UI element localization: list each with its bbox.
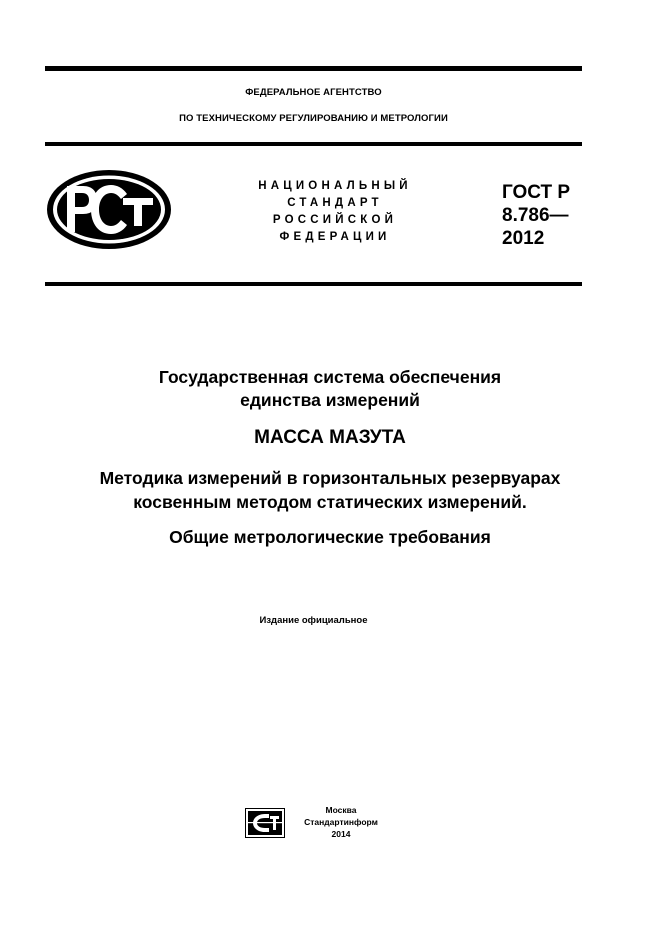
designation-line-2: 8.786— <box>502 205 569 226</box>
main-title <box>45 426 615 450</box>
bottom-rule <box>45 282 582 286</box>
general-title <box>45 525 615 549</box>
agency-line-2: ПО ТЕХНИЧЕСКОМУ РЕГУЛИРОВАНИЮ И МЕТРОЛОГИИ <box>179 113 448 124</box>
method-title-line-2: косвенным методом статических измерений. <box>133 492 527 512</box>
national-standard-label <box>225 178 445 246</box>
national-standard-line-4: ФЕДЕРАЦИИ <box>279 231 391 243</box>
top-rule <box>45 66 582 71</box>
standard-designation <box>502 181 570 250</box>
designation-line-1: ГОСТ Р <box>502 182 571 203</box>
system-title-line-2: единства измерений <box>240 390 420 410</box>
publisher-year: 2014 <box>331 829 351 839</box>
system-title-line-1: Государственная система обеспечения <box>158 367 502 387</box>
publisher-info <box>296 804 386 840</box>
method-title-line-1: Методика измерений в горизонтальных резервуарах <box>99 468 561 488</box>
standartinform-logo-icon <box>245 808 285 838</box>
publisher-name: Стандартинформ <box>304 817 378 827</box>
designation-line-3: 2012 <box>502 228 545 249</box>
national-standard-line-1: НАЦИОНАЛЬНЫЙ <box>258 180 412 192</box>
system-title <box>45 366 615 412</box>
agency-line-1: ФЕДЕРАЛЬНОЕ АГЕНТСТВО <box>245 87 382 98</box>
edition-label: Издание официальное <box>259 615 368 626</box>
general-title-text: Общие метрологические требования <box>169 527 491 547</box>
middle-rule <box>45 142 582 146</box>
main-title-text: МАССА МАЗУТА <box>254 427 406 448</box>
national-standard-line-3: РОССИЙСКОЙ <box>272 214 398 226</box>
publisher-city: Москва <box>325 805 357 815</box>
rst-emblem-icon <box>45 168 173 251</box>
method-title <box>45 466 615 514</box>
national-standard-line-2: СТАНДАРТ <box>287 197 383 209</box>
